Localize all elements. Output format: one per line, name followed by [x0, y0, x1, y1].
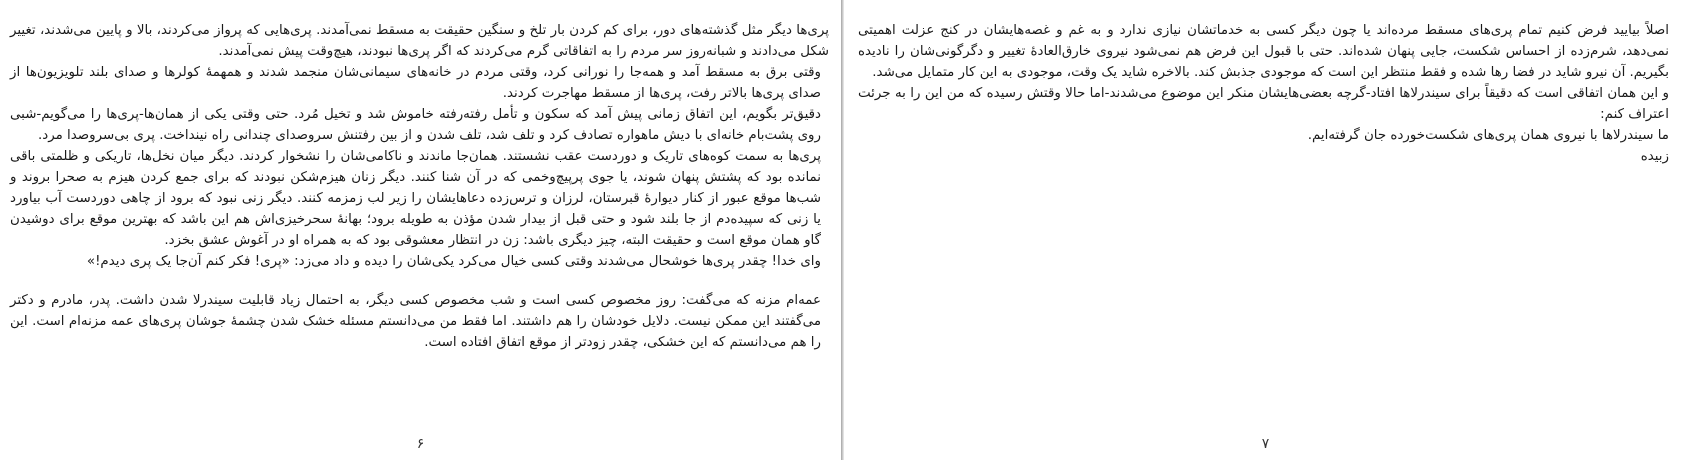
paragraph: پری‌ها دیگر مثل گذشته‌های دور، برای کم کردن بار تلخ و سنگین حقیقت به مسقط نمی‌آمدند. پری‌هایی که پرواز می‌کردند، بالا و پایین می‌شدند، تغییر شکل می‌دادند و شبانه‌روز سر مردم را به اتفاقاتی گرم می‌کردند که اگر پری‌ها نبودند، هیچ‌وقت پیش نمی‌آمدند. — [10, 23, 829, 59]
paragraph: وای خدا! چقدر پری‌ها خوشحال می‌شدند وقتی کسی خیال می‌کرد یکی‌شان را دیده و داد می‌زد: «پری! فکر کنم آن‌جا یک پری دیدم!» — [86, 254, 821, 269]
left-page — [0, 0, 841, 460]
paragraph: ما سیندرلاها با نیروی همان پری‌های شکست‌خورده جان گرفته‌ایم. — [1307, 128, 1669, 143]
right-page — [844, 0, 1687, 460]
signature-name: زبیده — [1640, 149, 1669, 164]
paragraph: عمه‌ام مزنه که می‌گفت: روز مخصوص کسی است و شب مخصوص کسی دیگر، به احتمال زیاد قابلیت سیندرلا شدن داشت. پدر، مادرم و دکتر می‌گفتند این ممکن نیست. دلایل خودشان را هم داشتند. اما فقط من می‌دانستم مسئله خشک شدن چشمهٔ جوشان پری‌های عمه مزنه‌ام است. این را هم می‌دانستم که این خشکی، چقدر زودتر از موقع اتفاق افتاده است. — [10, 293, 821, 350]
paragraph: اصلاً بیایید فرض کنیم تمام پری‌های مسقط مرده‌اند یا چون دیگر کسی به خدماتشان نیازی ندارد و به غم و غصه‌هایشان در کنج عزلت اهمیتی نمی‌دهد، شرم‌زده از احساس شکست، جایی پنهان شده‌اند. حتی با قبول این فرض هم نمی‌شود نیروی خارق‌العادهٔ تغییر و دگرگونی‌شان را نادیده بگیریم. آن نیرو شاید در فضا رها شده و فقط منتظر این است که موجودی جذبش کند. بالاخره شاید یک وقت، موجودی به این کار متمایل می‌شد. — [858, 23, 1669, 80]
paragraph: پری‌ها به سمت کوه‌های تاریک و دوردست عقب نشستند. همان‌جا ماندند و ناکامی‌شان را نشخوار کردند. دیگر میان نخل‌ها، تاریکی و ظلمتی باقی نمانده بود که پشتش پنهان شوند، یا جوی پرپیچ‌وخمی که در آن شنا کنند. دیگر زنان هیزم‌شکن نبودند که برای جمع کردن هیزم به صحرا بروند و شب‌ها موقع عبور از کنار دیوارهٔ قبرستان، لرزان و ترس‌زده دعاهایشان را زیر لب زمزمه کنند. دیگر زنی نبود که برود از چاهی دوردست آب بیاورد یا زنی که سپیده‌دم از جا بلند شود و حتی قبل از بیدار شدن مؤذن به طویله برود؛ بهانهٔ سحرخیزی‌اش هم این باشد که بهترین موقع برای دوشیدن گاو همان موقع است و حقیقت البته، چیز دیگری باشد: زن در انتظار معشوقی بود که به همراه او در آغوش عشق بخزد. — [10, 149, 821, 248]
paragraph: دقیق‌تر بگویم، این اتفاق زمانی پیش آمد که سکون و تأمل رفته‌رفته خاموش شد و تخیل مُرد. حتی وقتی یکی از همان‌ها-پری‌ها را می‌گویم-شبی روی پشت‌بام خانه‌ای با دیش ماهواره تصادف کرد و تلف شد، تلف شدن و از بین رفتنش سروصدای چندانی راه نینداخت. پری بی‌سروصدا مرد. — [10, 107, 821, 143]
page-number: ۶ — [416, 436, 425, 452]
paragraph: و این همان اتفاقی است که دقیقاً برای سیندرلاها افتاد-گرچه بعضی‌هایشان منکر این موضوع می‌شدند-اما حالا وقتش رسیده که من این را به جرئت اعتراف کنم: — [858, 86, 1669, 122]
page-number: ۷ — [1261, 436, 1270, 452]
paragraph: وقتی برق به مسقط آمد و همه‌جا را نورانی کرد، وقتی مردم در خانه‌های سیمانی‌شان منجمد شدند و همهمهٔ کولرها و صدای بلند تلویزیون‌ها از صدای پری‌ها بالاتر رفت، پری‌ها از مسقط مهاجرت کردند. — [10, 65, 821, 101]
